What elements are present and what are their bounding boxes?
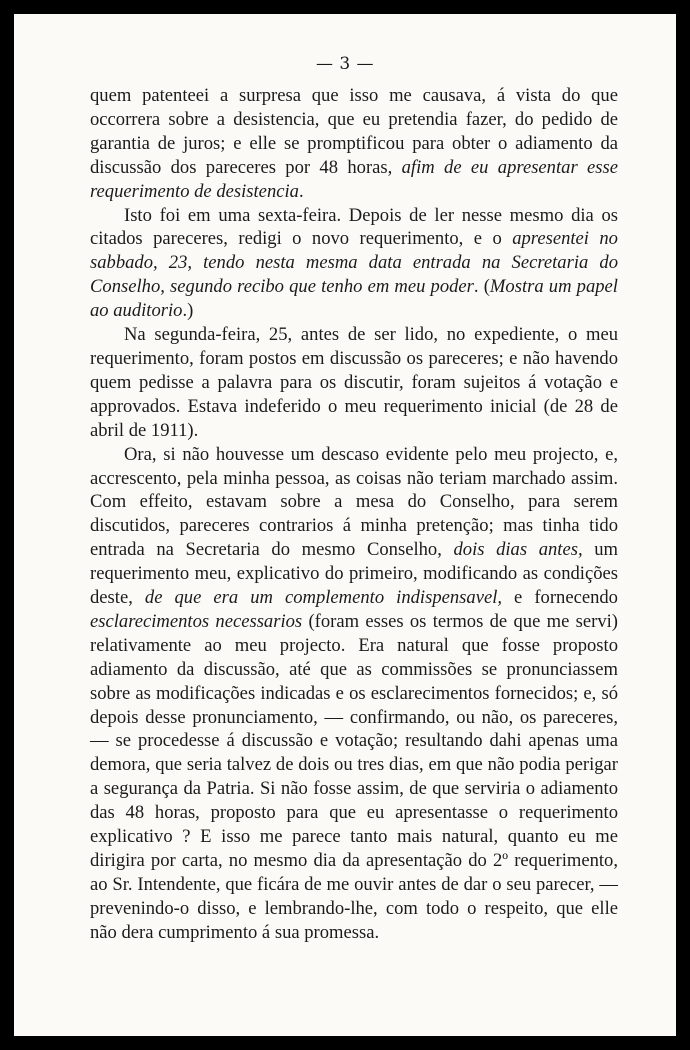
italic-run: afim de eu apresentar esse requerimento de desistencia	[90, 156, 618, 202]
italic-run: apresentei no sabbado, 23, tendo nesta mesma data entrada na Secretaria do Conselho, segundo recibo que tenho em meu poder	[90, 228, 618, 298]
page-number: — 3 —	[315, 54, 375, 74]
paragraph-2	[90, 204, 618, 324]
italic-run: esclarecimentos necessarios	[90, 610, 303, 632]
page-body	[90, 84, 618, 945]
paragraph-3	[90, 323, 618, 443]
text-run: Ora, si não houvesse um descaso evidente pelo meu projecto, e, accrescento, pela minha pessoa, as coisas não teriam marchado assim. Com effeito, estavam sobre a mesa do Conselho, para serem discutidos, pareceres contrarios á minha pretenção; mas tinha tido entrada na Secretaria do mesmo Conselho,	[90, 443, 618, 561]
italic-run: dois dias antes,	[453, 539, 583, 561]
text-run: (foram esses os termos de que me servi) relativamente ao meu projecto. Era natural que fosse proposto adiamento da discussão, até que as commissões se pronunciassem sobre as modificações indicadas e os esclarecimentos fornecidos; e, só depois desse pronunciamento, — confirmando, ou não, os pareceres, — se procedesse á discussão e votação; resultando dahi apenas uma demora, que seria talvez de dois ou tres dias, em que não podia perigar a segurança da Patria. Si não fosse assim, de que serviria o adiamento das 48 horas, proposto para que eu apresentasse o requerimento explicativo ? E isso me parece tanto mais natural, quanto eu me dirigira por carta, no mesmo dia da apresentação do 2º requerimento, ao Sr. Intendente, que ficára de me ouvir antes de dar o seu parecer, — prevenindo-o disso, e lembrando-lhe, com todo o respeito, que elle não dera cumprimento á sua promessa.	[90, 610, 618, 943]
text-run: .)	[182, 300, 194, 322]
paragraph-4	[90, 443, 618, 945]
text-run: .	[298, 180, 304, 202]
text-run: . (	[473, 276, 490, 298]
paragraph-1	[90, 84, 618, 204]
text-run: e fornecendo	[502, 587, 618, 609]
text-run: Isto foi em uma sexta-feira. Depois de ler nesse mesmo dia os citados pareceres, redigi o novo requerimento, e o	[90, 204, 618, 250]
text-run: um requerimento meu, explicativo do primeiro, modificando as condições deste,	[90, 539, 618, 609]
italic-run: de que era um complemento indispensavel,	[144, 587, 503, 609]
text-run: quem patenteei a surpresa que isso me causava, á vista do que occorrera sobre a desistencia, que eu pretendia fazer, do pedido de garantia de juros; e elle se promptificou para obter o adiamento da discussão dos pareceres por 48 horas,	[90, 85, 618, 178]
book-page	[14, 14, 676, 1036]
text-run: Na segunda-feira, 25, antes de ser lido, no expediente, o meu requerimento, foram postos em discussão os pareceres; e não havendo quem pedisse a palavra para os discutir, foram sujeitos á votação e approvados. Estava indeferido o meu requerimento inicial (de 28 de abril de 1911).	[90, 324, 618, 441]
italic-run: Mostra um papel ao auditorio	[90, 276, 618, 322]
